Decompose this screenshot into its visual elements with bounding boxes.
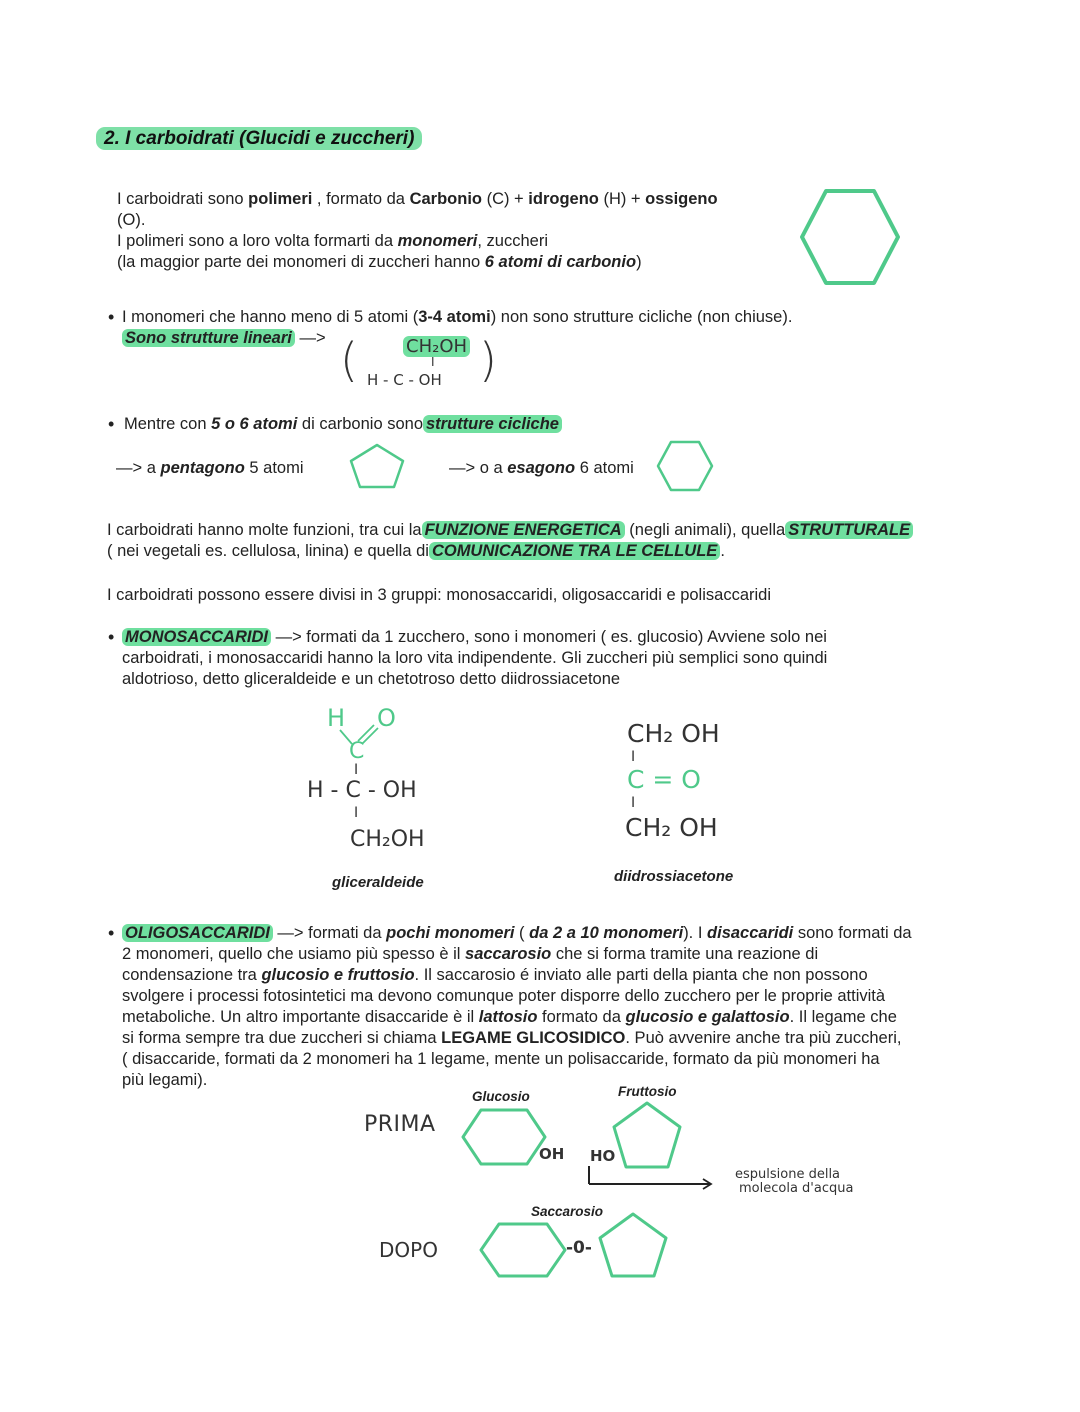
glyc-caption: gliceraldeide <box>332 874 424 891</box>
glyc-c: C <box>349 739 365 764</box>
dihy-mid: C = O <box>627 765 701 794</box>
saccarose-hexagon-icon <box>479 1222 567 1278</box>
bullet-dot: • <box>108 307 115 327</box>
dihy-bottom: CH₂ OH <box>625 813 718 842</box>
linear-formula-bond: I <box>431 355 435 369</box>
paren-close: ) <box>479 333 497 387</box>
linear-formula-bottom: H - C - OH <box>367 371 442 389</box>
oh-label: OH <box>539 1145 565 1163</box>
mono-paragraph: MONOSACCARIDI —> formati da 1 zucchero, sono i monomeri ( es. glucosio) Avviene solo nei carboidrati, i monosaccaridi hanno la loro vita indipendente. Gli zuccheri più semplici sono quindi aldotrioso, detto gliceraldeide e un chetotroso detto diidrossiacetone <box>122 628 828 688</box>
reaction-arrow <box>588 1166 718 1188</box>
fructose-pentagon-icon <box>612 1101 682 1169</box>
pentagon-label: —> a pentagono 5 atomi <box>116 459 304 477</box>
paren-open: ( <box>340 333 358 387</box>
linear-formula-top: CH₂OH <box>403 336 470 358</box>
bullet-dot: • <box>108 627 115 647</box>
bullet-dot: • <box>108 414 115 434</box>
fruttosio-label: Fruttosio <box>618 1084 677 1099</box>
oligo-paragraph: OLIGOSACCARIDI —> formati da pochi monomeri ( da 2 a 10 monomeri). I disaccaridi sono formati da 2 monomeri, quello che usiamo più spesso è il saccarosio che si forma tramite una reazione di condensazione tra glucosio e fruttosio. Il saccarosio é inviato alle parti della pianta che non possono svolgere i processi fotosintetici ma devono comunque poter disporre dello zucchero per le proprie attività metaboliche. Un altro importante disaccaride è il lattosio formato da glucosio e galattosio. Il legame che si forma sempre tra due zuccheri si chiama LEGAME GLICOSIDICO. Può avvenire anche tra più zuccheri, ( disaccaride, formati da 2 monomeri ha 1 legame, mente un polisaccaride, formato da più monomeri ha più legami). <box>122 924 912 1089</box>
hexagon-small-icon <box>656 440 714 492</box>
glyc-bottom: CH₂OH <box>350 827 425 852</box>
hexagon-icon <box>800 189 900 285</box>
glyc-bond: I <box>354 762 359 778</box>
saccarosio-label: Saccarosio <box>531 1204 604 1219</box>
glyc-row: H - C - OH <box>307 778 417 803</box>
prima-label: PRIMA <box>364 1112 436 1137</box>
saccarose-pentagon-icon <box>598 1212 668 1278</box>
dihy-top: CH₂ OH <box>627 719 720 748</box>
dihy-bond: I <box>631 749 636 765</box>
hexagon-label: —> o a esagono 6 atomi <box>449 459 634 477</box>
pentagon-icon <box>349 443 405 489</box>
dopo-label: DOPO <box>379 1238 438 1262</box>
cyclic-text: Mentre con 5 o 6 atomi di carbonio sono strutture cicliche <box>124 414 562 435</box>
arrow-note: espulsione della molecola d'acqua <box>735 1167 854 1196</box>
ho-label: HO <box>590 1147 616 1165</box>
glucose-hexagon-icon <box>461 1108 547 1166</box>
page-title: 2. I carboidrati (Glucidi e zuccheri) <box>96 128 422 150</box>
intro-paragraph: I carboidrati sono polimeri , formato da Carbonio (C) + idrogeno (H) + ossigeno (O). I polimeri sono a loro volta formarti da monomeri, zuccheri (la maggior parte dei monomeri di zuccheri hanno 6 atomi di carbonio) <box>117 190 718 271</box>
bullet-dot: • <box>108 923 115 943</box>
functions-paragraph: I carboidrati hanno molte funzioni, tra cui la FUNZIONE ENERGETICA (negli animali), quella STRUTTURALE ( nei vegetali es. cellulosa, linina) e quella di COMUNICAZIONE TRA LE CELLULE . <box>107 520 1007 562</box>
dihy-bond2: I <box>631 795 636 811</box>
groups-text: I carboidrati possono essere divisi in 3 gruppi: monosaccaridi, oligosaccaridi e polisaccaridi <box>107 586 771 604</box>
glucosio-label: Glucosio <box>472 1089 530 1104</box>
dihy-caption: diidrossiacetone <box>614 868 734 885</box>
glyc-o: O <box>377 704 396 732</box>
glyc-h: H <box>327 704 346 732</box>
link-label: -0- <box>566 1238 592 1258</box>
glyc-bond2: I <box>354 805 359 821</box>
linear-text: I monomeri che hanno meno di 5 atomi (3-4 atomi) non sono strutture cicliche (non chiuse). Sono strutture lineari —> <box>122 308 793 347</box>
